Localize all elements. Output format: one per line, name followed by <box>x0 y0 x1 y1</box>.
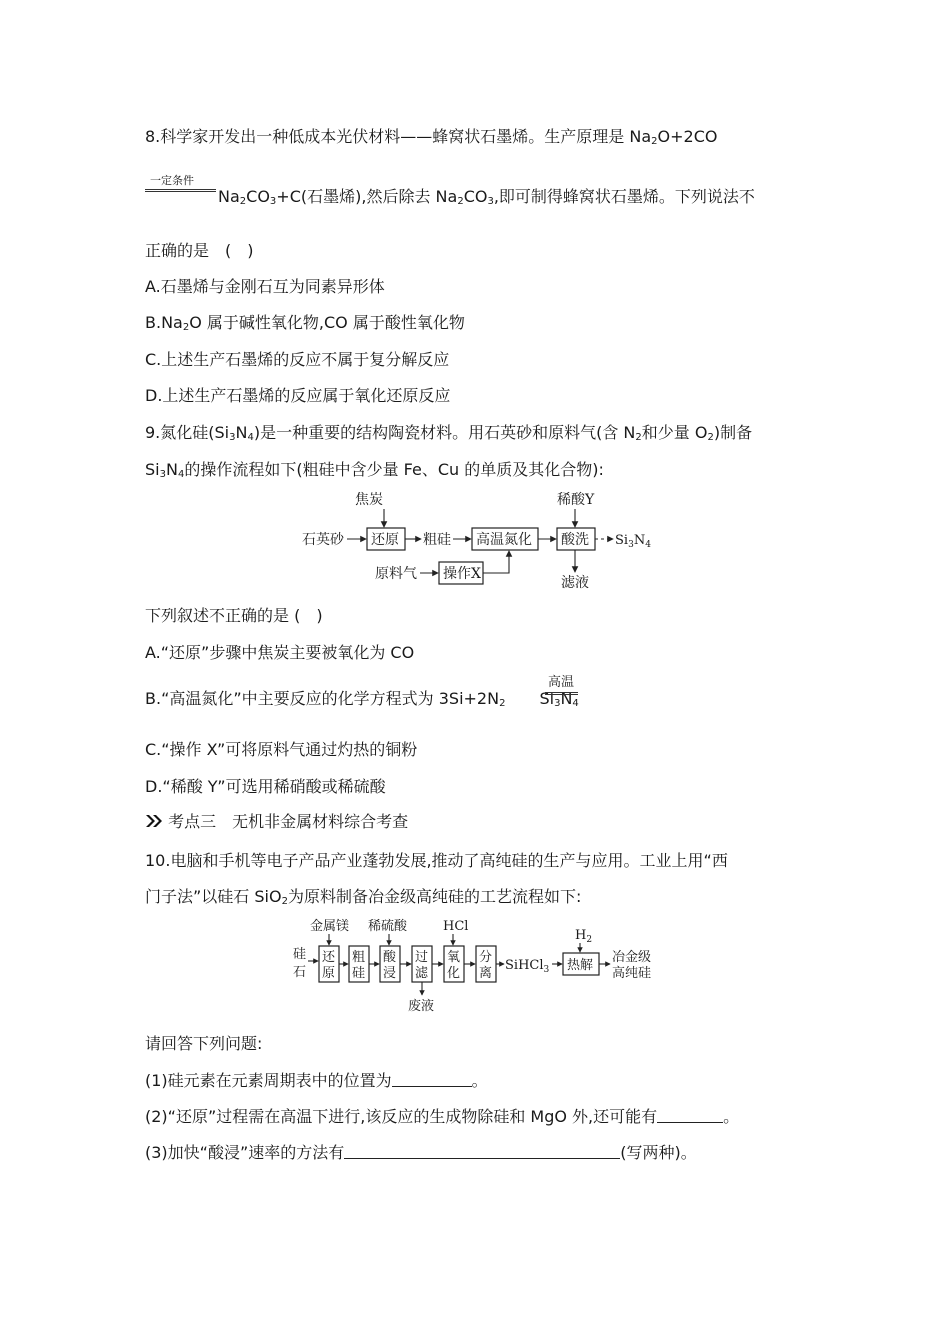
q10-part2: (2)“还原”过程需在高温下进行,该反应的生成物除硅和 MgO 外,还可能有 。 <box>145 1107 740 1126</box>
arrow-to-gaowen-from-x <box>483 551 509 573</box>
label-lvye: 滤液 <box>561 575 589 591</box>
q8-line1: 8.科学家开发出一种低成本光伏材料——蜂窝状石墨烯。生产原理是 $Na_2O+2CO$ <box>145 127 718 147</box>
q8-option-b: $B.Na_2O$ 属于碱性氧化物,CO 属于酸性氧化物 <box>145 313 465 333</box>
section-title: 考点三 无机非金属材料综合考查 <box>168 812 409 831</box>
label-gui: 硅 <box>293 947 307 962</box>
label-huanyuan: 还原 <box>371 532 399 548</box>
label-xisuan-y: 稀酸Y <box>557 492 595 508</box>
q10-stem: 请回答下列问题: <box>145 1034 263 1053</box>
answer-blank-1[interactable] <box>392 1071 472 1087</box>
label-jin: 浸 <box>383 966 397 981</box>
label-cugui: 粗硅 <box>423 532 451 548</box>
q10-part3: (3)加快“酸浸”速率的方法有 (写两种)。 <box>145 1143 697 1162</box>
label-gaowen: 高温氮化 <box>476 532 532 548</box>
label-guo: 过 <box>415 950 429 965</box>
label-hcl: HCl <box>443 919 469 934</box>
q10-flow-diagram <box>290 915 670 1015</box>
label-suanxi: 酸洗 <box>561 532 589 548</box>
q8-stem: 正确的是 ( ) <box>145 241 254 260</box>
q9-option-b-equation-bar <box>545 692 578 695</box>
q8-equation-bar <box>145 189 216 192</box>
label-yuanliaoqi: 原料气 <box>375 566 417 582</box>
q9-line2: $Si_3N_4$的操作流程如下(粗硅中含少量 Fe、Cu 的单质及其化合物): <box>145 460 604 480</box>
label-li: 离 <box>479 966 493 981</box>
label-lv: 滤 <box>415 966 429 981</box>
label-jinshumei: 金属镁 <box>310 919 350 934</box>
label-hua: 化 <box>447 966 461 981</box>
answer-blank-3[interactable] <box>344 1143 620 1159</box>
label-yang: 氧 <box>447 950 461 965</box>
q8-option-a: A.石墨烯与金刚石互为同素异形体 <box>145 277 385 296</box>
label-rejie: 热解 <box>567 958 594 973</box>
q9-option-b: B.“高温氮化”中主要反应的化学方程式为 $3Si+2N_2$ $Si_3N_4$ <box>145 689 579 709</box>
label-fen: 分 <box>479 950 493 965</box>
label-h2: $H_2$ <box>575 928 593 945</box>
q10-line2: 门子法”以硅石 SiO$_2$为原料制备冶金级高纯硅的工艺流程如下: <box>145 887 582 907</box>
label-product1: 冶金级 <box>612 950 652 965</box>
label-product2: 高纯硅 <box>612 966 652 981</box>
answer-blank-2[interactable] <box>657 1107 723 1123</box>
q8-option-c: C.上述生产石墨烯的反应不属于复分解反应 <box>145 350 450 369</box>
label-shiyingsha: 石英砂 <box>302 532 344 548</box>
label-huan: 还 <box>322 950 336 965</box>
label-yuan: 原 <box>322 966 336 981</box>
label-feiye: 废液 <box>408 999 435 1014</box>
q10-line1: 10.电脑和手机等电子产品产业蓬勃发展,推动了高纯硅的生产与应用。工业上用“西 <box>145 851 728 870</box>
q9-option-d: D.“稀酸 Y”可选用稀硝酸或稀硫酸 <box>145 777 386 796</box>
q9-option-c: C.“操作 X”可将原料气通过灼热的铜粉 <box>145 740 418 759</box>
q10-part1: (1)硅元素在元素周期表中的位置为 。 <box>145 1071 488 1090</box>
q9-option-a: A.“还原”步骤中焦炭主要被氧化为 CO <box>145 643 415 662</box>
label-shi: 石 <box>293 965 307 980</box>
q9-stem: 下列叙述不正确的是 ( ) <box>145 606 323 625</box>
label-xiliusuan: 稀硫酸 <box>368 919 408 934</box>
q9-option-b-condition: 高温 <box>548 675 575 690</box>
label-jiaotan: 焦炭 <box>355 492 383 508</box>
label-product: $Si_3N_4$ <box>615 533 651 550</box>
q8-condition-label: 一定条件 <box>150 174 194 187</box>
label-caozuox: 操作X <box>443 566 481 582</box>
q9-line1: 9.氮化硅$(Si_3N_4)$是一种重要的结构陶瓷材料。用石英砂和原料气(含 $N_2$和少量 $O_2$)制备 <box>145 423 753 443</box>
label-sihcl3: SiHCl$_3$ <box>505 958 550 975</box>
section-header <box>145 812 408 832</box>
q9-flow-diagram <box>295 488 665 593</box>
q8-line2: $Na_2CO_3+C$(石墨烯),然后除去 $Na_2CO_3$,即可制得蜂窝状石墨烯。下列说法不 <box>218 187 755 207</box>
label-cu: 粗 <box>352 950 366 965</box>
q8-option-d: D.上述生产石墨烯的反应属于氧化还原反应 <box>145 386 451 405</box>
label-suan: 酸 <box>383 950 397 965</box>
double-chevron-icon <box>145 814 163 828</box>
label-gui2: 硅 <box>352 966 366 981</box>
